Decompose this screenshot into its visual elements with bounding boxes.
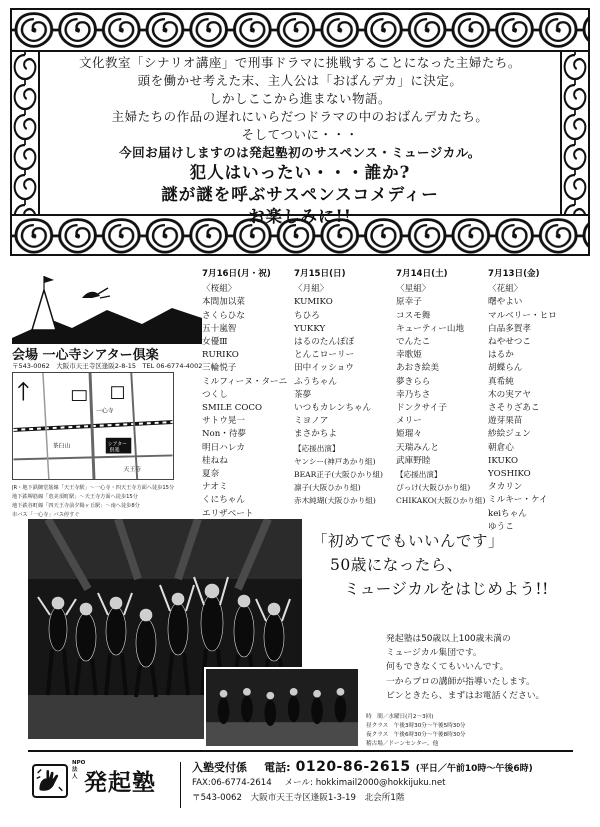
recruitment-description [386,632,576,703]
cast-name: 夏奈 [202,469,220,480]
intro-highlight: 犯人はいったい・・・誰か? [189,163,411,182]
cast-name: マルベリー・ヒロ [488,310,557,321]
cast-name: IKUKO [488,455,518,466]
cast-name: コスモ舞 [396,310,431,321]
map-label-chausuyama: 茶臼山 [52,443,71,450]
cast-name: Non・待夢 [202,429,247,440]
guest-name: 赤木純瑚(大阪ひかり組) [294,496,376,506]
cast-name: 白品多賀孝 [488,323,531,334]
intro-highlight: お楽しみに!! [248,207,352,226]
cast-name: でんたこ [396,337,431,348]
intro-line: 頭を働かせ考えた末、主人公は「おばんデカ」に決定。 [137,73,463,88]
cast-name: つくし [202,389,228,400]
guest-name: ヤンシー(神戸あかり組) [294,456,376,466]
cast-name: 原幸子 [396,297,422,308]
cast-name: ミルフィーヌ・ターニ [202,376,288,387]
reception-label: 入塾受付係 [192,761,247,774]
access-line: 市バス「一心寺」バス停すぐ [12,512,80,518]
intro-line: 主婦たちの作品の遅れにいらだつドラマの中のおばんデカたち。 [111,109,489,124]
map-label-theater: シアター [107,441,127,448]
cast-name: 木の実アヤ [488,389,531,400]
cast-name: いつもカレンちゃん [294,403,372,414]
cast-name: YOSHIKO [488,469,531,480]
cast-name: RURIKO [202,350,239,361]
cast-name: ゆうこ [488,521,514,532]
headline-line: 「初めてでもいいんです」 [312,532,505,550]
map-label-tennoji: 天王寺 [123,467,142,474]
guest-name: BEAR正子(大阪ひかり組) [294,470,383,480]
description-line: 一からプロの講師が指導いたします。 [386,676,535,687]
headline-line: ミュージカルをはじめよう!! [344,580,549,598]
phone-hours: (平日／午前10時～午後6時) [415,764,533,774]
intro-line: 今回お届けしますのは発起塾初のサスペンス・ミュージカル。 [119,145,481,160]
cast-name: 女優Ⅲ [202,337,228,348]
headline-line: 50歳になったら、 [330,556,463,574]
description-line: ピンときたら、まずはお電話ください。 [386,690,545,701]
cast-name: 田中イッショウ [294,363,354,374]
cast-name: ナオミ [202,482,228,493]
cast-team: 〈月組〉 [294,284,329,295]
story-intro [60,54,540,228]
cast-name: はるか [488,350,514,361]
cast-name: 姫瑠々 [396,429,422,440]
footer-divider [180,762,181,808]
cast-name: まさかちよ [294,429,337,440]
map-label-isshinji: 一心寺 [95,408,114,415]
guest-heading: 【応援出演】 [294,443,340,453]
org-logo-text: 発起塾 [84,770,156,796]
stage-photo-inset [204,667,360,748]
cast-column-jul13 [488,268,580,534]
cast-name: ドンクサイ子 [396,403,447,414]
venue-title: 会場 一心寺シアター倶楽 [12,348,159,363]
cast-name: 幸乃ちさ [396,389,431,400]
intro-line: そしてついに・・・ [241,127,359,142]
cast-name: 武庫野睦 [396,455,431,466]
cast-name: 三輪悦子 [202,363,237,374]
recruitment-section [28,519,573,748]
npo-label: NPO法人 [72,760,86,780]
cast-name: ちひろ [294,310,320,321]
description-line: 何もできなくてもいいんです。 [386,662,509,673]
cast-name: SMILE COCO [202,403,263,414]
cast-name: 茶夢 [294,389,312,400]
cast-name: 本間加以菜 [202,297,245,308]
cast-name: 明日ハレカ [202,442,245,453]
class-schedule [366,713,576,749]
cast-name: ミルキー・ケイ [488,495,548,506]
cast-name: タカリン [488,482,523,493]
access-line: JR・地下鉄御堂筋線「天王寺駅」～一心寺・四天王寺方面へ徒歩15分 [12,485,175,491]
cast-date: 7月14日(土) [396,269,448,279]
cast-name: keiちゃん [488,508,527,519]
schedule-line: 昼クラス 午後3時30分～午後5時30分 [366,723,466,729]
cast-date: 7月16日(月・祝) [202,269,271,279]
guest-name: 凛子(大阪ひかり組) [294,483,361,493]
cast-name: キューティー山地 [396,323,465,334]
cast-name: あおき絵美 [396,363,439,374]
cast-team: 〈桜組〉 [202,284,237,295]
cast-column-jul14 [396,268,488,508]
venue-map [12,372,174,480]
access-info [12,484,197,520]
cast-name: メリー [396,416,422,427]
recruitment-headline [296,529,576,601]
venue-illustration [12,268,202,344]
mail-label: メール: [284,778,313,788]
intro-highlight: 謎が謎を呼ぶサスペンスコメディー [161,185,439,204]
cast-name: くにちゃん [202,495,245,506]
venue-address: 〒543-0062 大阪市天王寺区逢阪2-8-15 TEL 06-6774-4002 [12,362,203,370]
cast-name: はるのたんぽぽ [294,337,355,348]
email-address[interactable]: hokkimail2000@hokkijuku.net [315,778,446,788]
guest-heading: 【応援出演】 [396,470,442,480]
footer-address: 〒543-0062 大阪市天王寺区逢阪1-3-19 北会所1階 [192,793,405,803]
guest-name: CHIKAKO(大阪ひかり組) [396,496,486,506]
cast-name: さそりざあこ [488,403,540,414]
map-label-club: 倶楽 [109,447,120,454]
footer-phone-row [192,756,533,775]
cast-column-jul16 [202,268,294,521]
cast-name: エリザベート [202,508,254,519]
cast-column-jul15 [294,268,386,508]
description-line: ミュージカル集団です。 [386,648,482,659]
schedule-line: 時 間／水曜日(月2～3回) [366,714,434,720]
contact-footer [28,750,573,812]
guest-name: ぴっけ(大阪ひかり組) [396,483,471,493]
intro-line: しかしここから進まない物語。 [208,91,391,106]
ornate-border-left [10,52,40,214]
schedule-line: 夜クラス 午後6時30分～午後8時30分 [366,732,466,738]
cast-name: 天瑞みんと [396,442,439,453]
cast-name: YUKKY [294,323,326,334]
cast-name: ミヨノア [294,416,329,427]
fax-number: FAX:06-6774-2614 [192,778,272,788]
cast-team: 〈星組〉 [396,284,431,295]
cast-name: 朝倉心 [488,442,514,453]
intro-line: 文化教室「シナリオ講座」で刑事ドラマに挑戦することになった主婦たち。 [79,55,521,70]
cast-name: さくらひな [202,310,245,321]
description-line: 発起塾は50歳以上100歳未満の [386,634,511,644]
cast-name: 紗絵ジュン [488,429,531,440]
tel-label: 電話: [264,761,291,774]
cast-name: 夢きらら [396,376,431,387]
cast-name: ふうちゃん [294,376,337,387]
cast-team: 〈花組〉 [488,284,523,295]
phone-number[interactable]: 0120-86-2615 [295,759,411,775]
cast-name: 真希純 [488,376,514,387]
cast-name: ねやせつこ [488,337,531,348]
cast-name: 曙やよい [488,297,523,308]
ornate-border-right [560,52,590,214]
cast-name: 五十嵐智 [202,323,237,334]
schedule-line: 稽古場／ドーンセンター、他 [366,741,439,747]
access-line: 地下鉄堺筋線「恵美須町駅」～天王寺方面へ徒歩15分 [12,494,138,500]
cast-name: 幸歌姫 [396,350,422,361]
hand-logo-icon [32,764,68,798]
footer-fax-mail-row [192,776,445,788]
cast-name: とんこローリー [294,350,355,361]
cast-name: 胡蝶らん [488,363,523,374]
cast-name: 桂ねね [202,455,228,466]
cast-name: サトウ晃一 [202,416,245,427]
cast-date: 7月15日(日) [294,269,346,279]
cast-name: 遊芽果苗 [488,416,523,427]
access-line: 地下鉄谷町線「四天王寺前夕陽ヶ丘駅」～南へ徒歩8分 [12,503,140,509]
cast-date: 7月13日(金) [488,269,540,279]
ornate-border-top [10,8,590,52]
cast-name: KUMIKO [294,297,333,308]
